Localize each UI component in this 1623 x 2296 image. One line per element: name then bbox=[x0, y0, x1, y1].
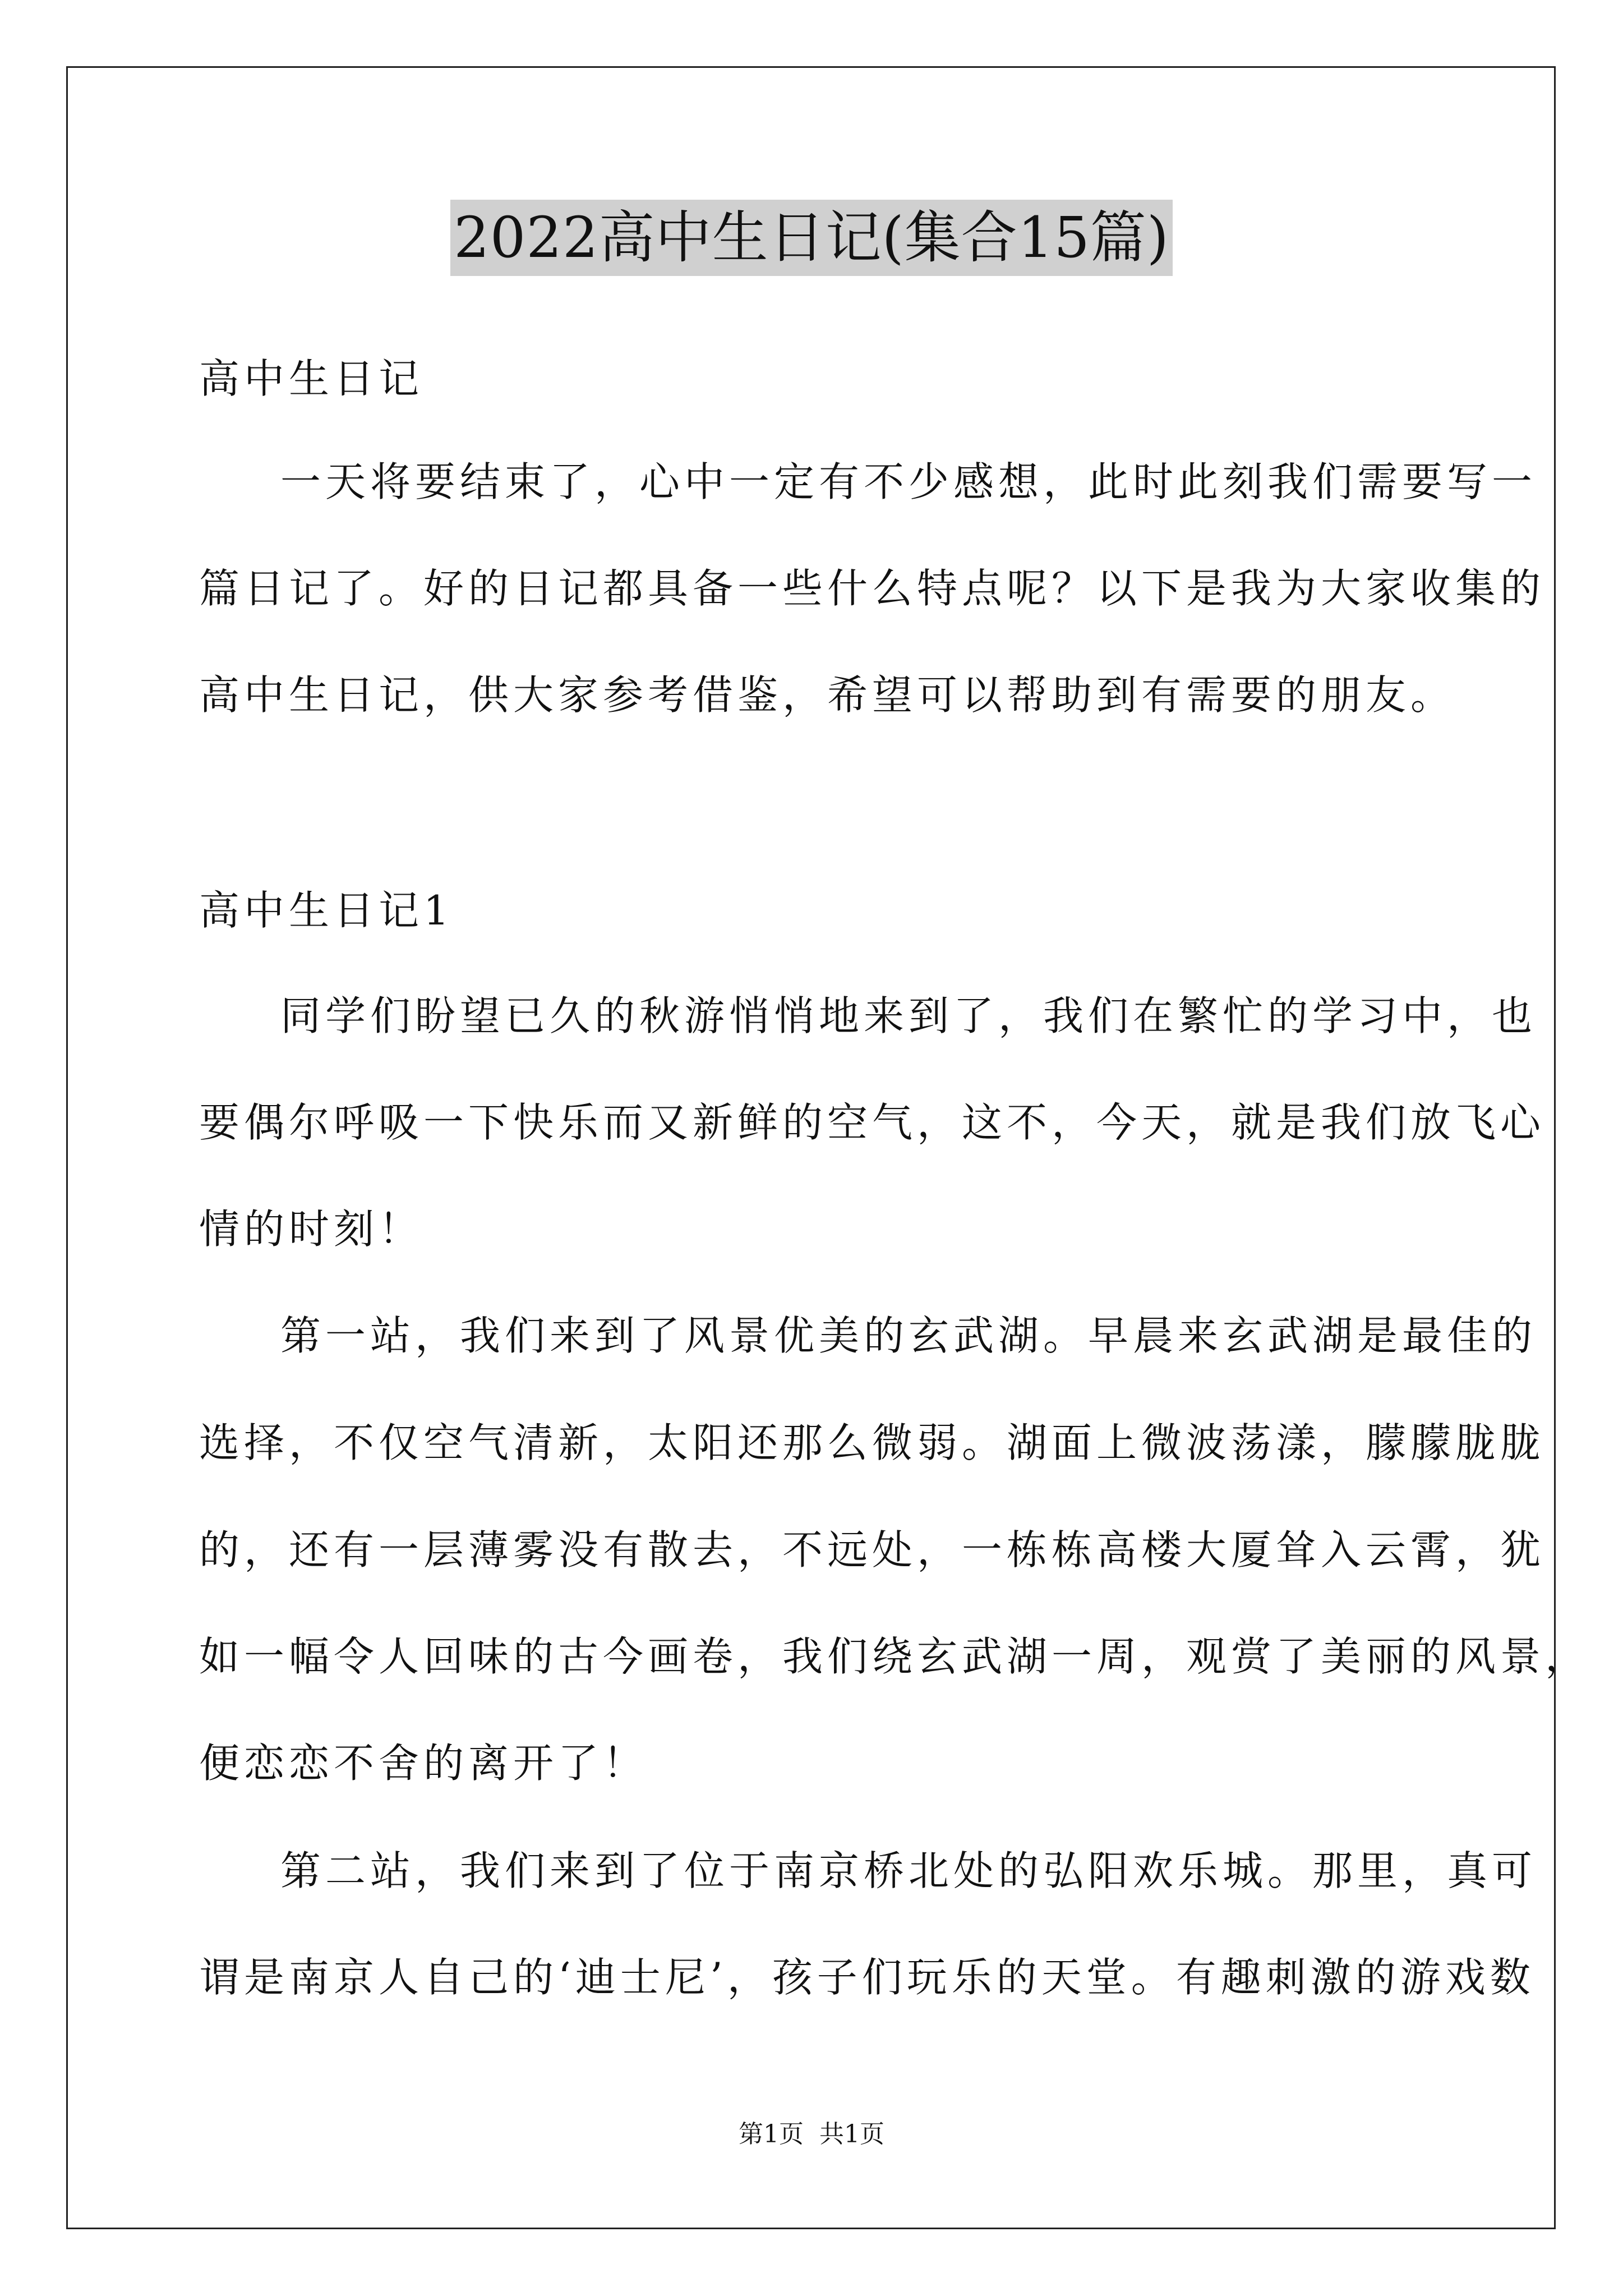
paragraph-line: 的，还有一层薄雾没有散去，不远处，一栋栋高楼大厦耸入云霄，犹 bbox=[199, 1526, 1546, 1573]
paragraph-line: 第一站，我们来到了风景优美的玄武湖。早晨来玄武湖是最佳的 bbox=[280, 1312, 1537, 1359]
entry-heading: 高中生日记1 bbox=[199, 887, 454, 934]
page-total: 共1页 bbox=[819, 2120, 884, 2148]
paragraph-line: 如一幅令人回味的古今画卷，我们绕玄武湖一周，观赏了美丽的风景， bbox=[199, 1633, 1590, 1680]
paragraph-line: 便恋恋不舍的离开了！ bbox=[199, 1740, 648, 1787]
paragraph-line: 谓是南京人自己的‘迪士尼’，孩子们玩乐的天堂。有趣刺激的游戏数 bbox=[199, 1954, 1535, 2001]
intro-line: 篇日记了。好的日记都具备一些什么特点呢？以下是我为大家收集的 bbox=[199, 565, 1546, 612]
title-container bbox=[0, 200, 1623, 276]
paragraph-line: 第二站，我们来到了位于南京桥北处的弘阳欢乐城。那里，真可 bbox=[280, 1847, 1537, 1894]
paragraph-line: 选择，不仅空气清新，太阳还那么微弱。湖面上微波荡漾，朦朦胧胧 bbox=[199, 1419, 1546, 1466]
paragraph-line: 同学们盼望已久的秋游悄悄地来到了，我们在繁忙的学习中，也 bbox=[280, 992, 1537, 1039]
paragraph-line: 要偶尔呼吸一下快乐而又新鲜的空气，这不，今天，就是我们放飞心 bbox=[199, 1099, 1546, 1146]
intro-line: 高中生日记，供大家参考借鉴，希望可以帮助到有需要的朋友。 bbox=[199, 671, 1456, 719]
page-number: 第1页 bbox=[739, 2120, 804, 2148]
intro-line: 一天将要结束了，心中一定有不少感想，此时此刻我们需要写一 bbox=[280, 458, 1537, 505]
page-footer bbox=[0, 2118, 1623, 2151]
section-heading: 高中生日记 bbox=[199, 355, 424, 402]
paragraph-line: 情的时刻！ bbox=[199, 1205, 424, 1253]
document-title: 2022高中生日记(集合15篇) bbox=[450, 200, 1173, 276]
